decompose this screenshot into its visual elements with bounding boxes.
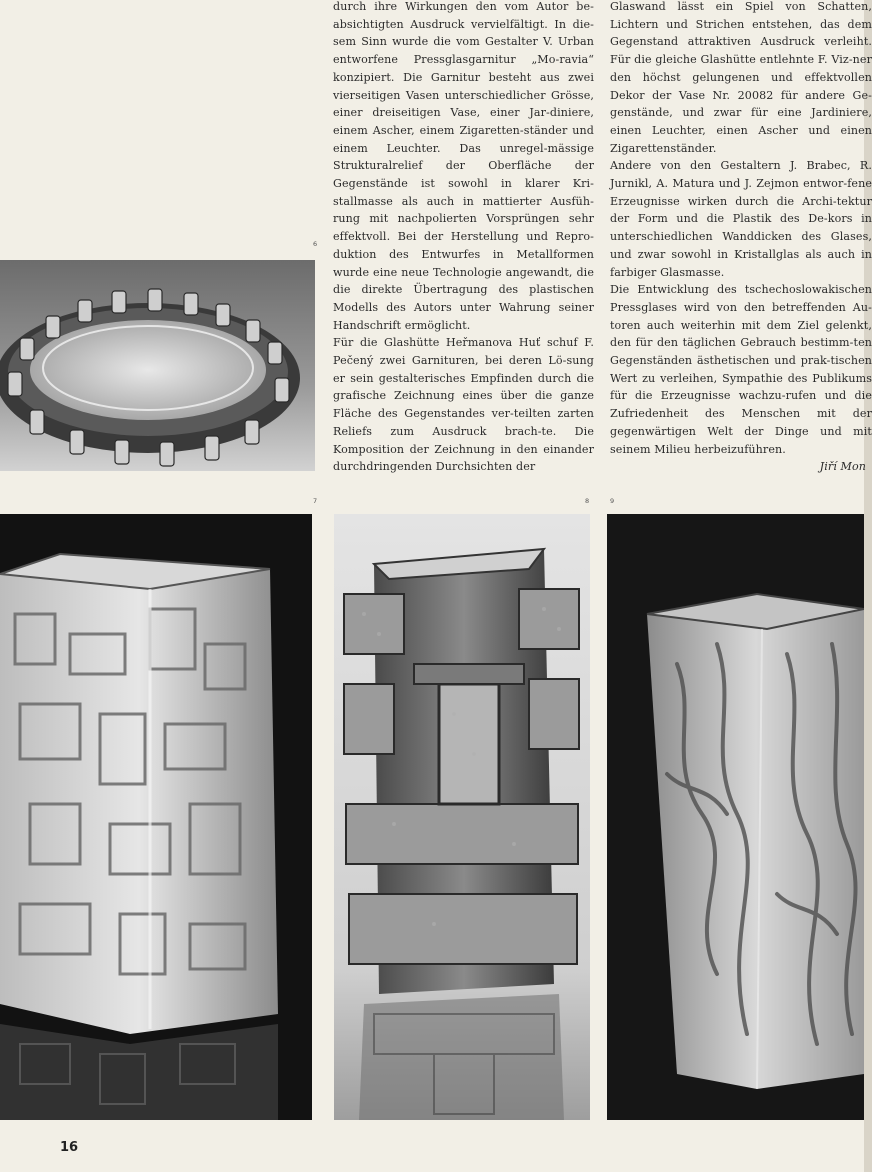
page-number: 16 [60, 1140, 79, 1155]
paragraph: Für die Glashütte Heřmanova Huť schuf F. Pečený zwei Garnituren, bei deren Lö-sung er sein gestalterisches Empfinden durch die grafische Zeichnung eines über die ganze Fläche des Gegenstandes ver-teilten zarten Reliefs zum Ausdruck brach-te. Die Komposition der Zeichnung in den einander durchdringenden Durchsichten der [333, 336, 594, 474]
author-signature: Jiří Mon [819, 460, 866, 474]
paragraph: durch ihre Wirkungen den vom Autor be-absichtigten Ausdruck vervielfältigt. In die-sem Sinn wurde die vom Gestalter V. Urban entworfene Pressglasgarnitur „Mo-ravia“ konzipiert. Die Garnitur besteht aus zwei vierseitigen Vasen unterschiedlicher Grösse, einer dreiseitigen Vase, einer Jar-diniere, einem Ascher, einem Zigaretten-ständer und einem Leuchter. Das unregel-mässige Strukturalrelief der Oberfläche der Gegenstände ist sowohl in klarer Kri-stallmasse als auch in mattierter Ausfüh-rung mit nachpolierten Vorsprüngen sehr effektvoll. Bei der Herstellung und Repro-duktion des Entwurfes in Metallformen wurde eine neue Technologie angewandt, die die direkte Übertragung des plastischen Modells des Autors unter Wahrung seiner Handschrift ermöglicht. [333, 0, 594, 332]
article-column-middle [333, 0, 594, 476]
paragraph: Andere von den Gestaltern J. Brabec, R. Jurnikl, A. Matura und J. Zejmon entwor-fene Erzeugnisse wirken durch die Archi-tektur der Form und die Plastik des De-kors in unterschiedlichen Wanddicken des Glases, und zwar sowohl in Kristallglas als auch in farbiger Glasmasse. [610, 159, 872, 279]
figure-number-7: 7 [313, 497, 318, 505]
figure-number-9: 9 [610, 497, 615, 505]
figure-number-6: 6 [313, 240, 318, 248]
photo-fig9-vase [607, 514, 864, 1120]
figure-number-8: 8 [585, 497, 590, 505]
photo-fig8-vase [334, 514, 590, 1120]
paragraph: Die Entwicklung des tschechoslowakischen Pressglases wird von den betreffenden Au-toren auch weiterhin mit dem Ziel gelenkt, den für den täglichen Gebrauch bestimm-ten Gegenständen ästhetischen und prak-tischen Wert zu verleihen, Sympathie des Publikums für die Erzeugnisse wachzu-rufen und die Zufriedenheit des Menschen mit der gegenwärtigen Welt der Dinge und mit seinem Milieu herbeizuführen. [610, 283, 872, 456]
paragraph: Glaswand lässt ein Spiel von Schatten, Lichtern und Strichen entstehen, das dem Gegenstand attraktiven Ausdruck verleiht. Für die gleiche Glashütte entlehnte F. Viz-ner den höchst gelungenen und effektvollen Dekor der Vase Nr. 20082 für andere Ge-genstände, und zwar für eine Jardiniere, einen Leuchter, einen Ascher und einen Zigarettenständer. [610, 0, 872, 155]
article-column-right [610, 0, 872, 476]
photo-fig6-dish [0, 260, 315, 471]
photo-fig7-vase [0, 514, 312, 1120]
